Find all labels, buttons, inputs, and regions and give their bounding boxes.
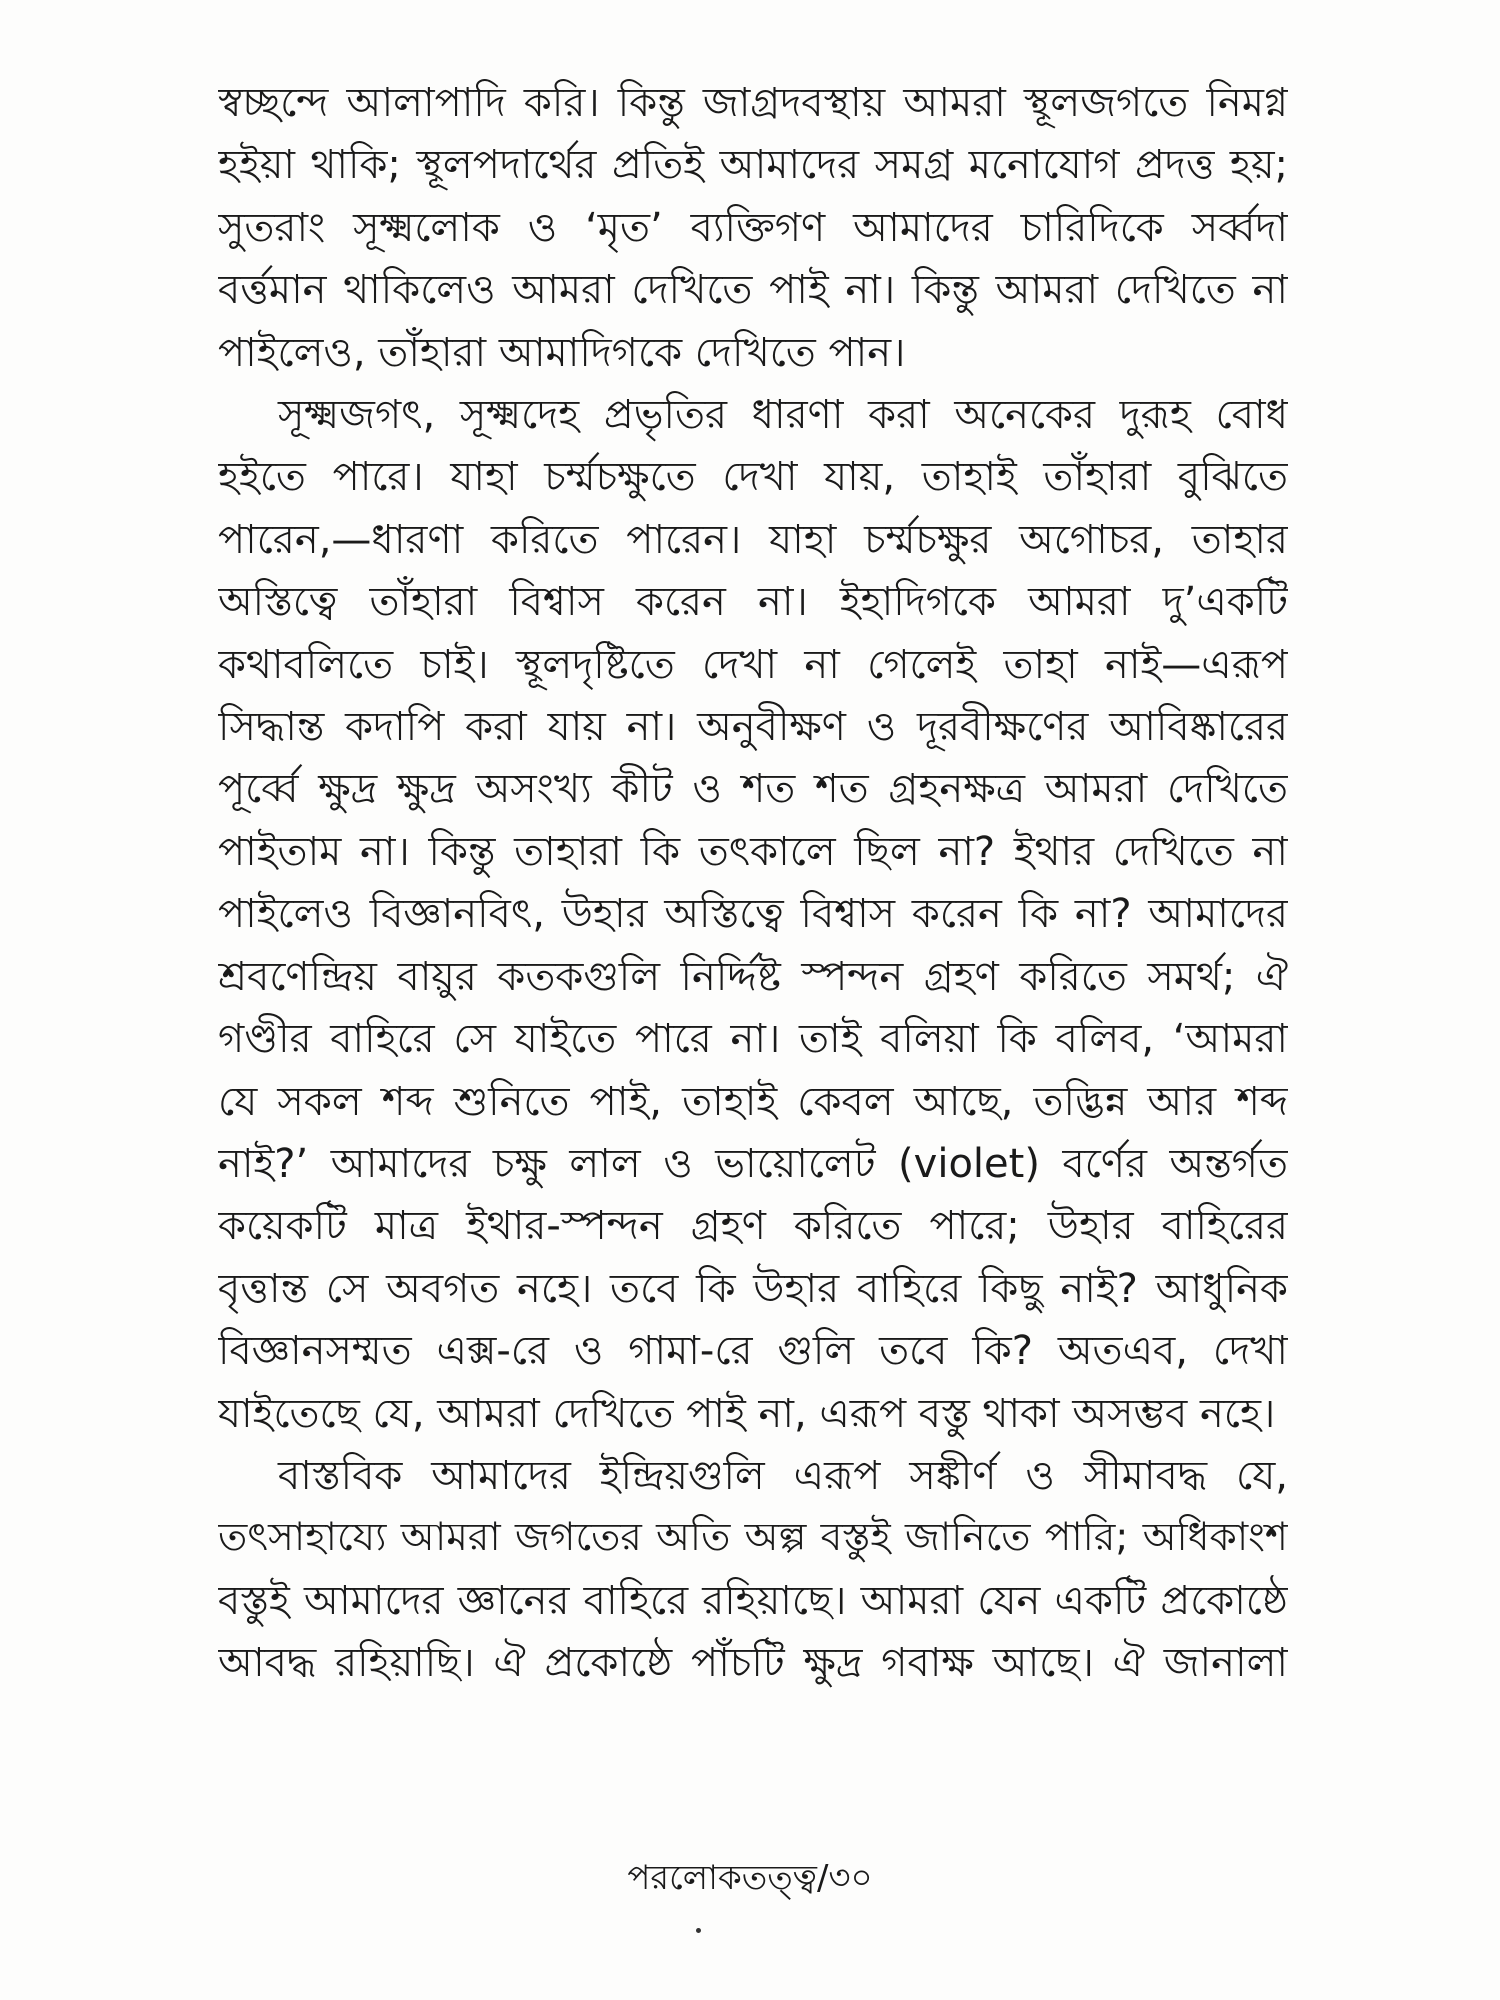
text-line: পাইলেও, তাঁহারা আমাদিগকে দেখিতে পান। (218, 329, 906, 376)
text-line: যে সকল শব্দ শুনিতে পাই, তাহাই কেবল আছে, তদ্ভিন্ন আর শব্দ (218, 1078, 1288, 1125)
paragraph-3 (218, 1445, 1288, 1695)
text-line: কয়েকটি মাত্র ইথার-স্পন্দন গ্রহণ করিতে পারে; উহার বাহিরের (218, 1203, 1288, 1250)
text-line: কথাবলিতে চাই। স্থূলদৃষ্টিতে দেখা না গেলেই তাহা নাই—এরূপ (218, 641, 1288, 688)
text-line: সিদ্ধান্ত কদাপি করা যায় না। অনুবীক্ষণ ও দূরবীক্ষণের আবিষ্কারের (218, 704, 1288, 751)
text-line: বিজ্ঞানসম্মত এক্স-রে ও গামা-রে গুলি তবে কি? অতএব, দেখা (218, 1328, 1288, 1375)
text-line: যাইতেছে যে, আমরা দেখিতে পাই না, এরূপ বস্তু থাকা অসম্ভব নহে। (218, 1390, 1276, 1437)
text-line: পারেন,—ধারণা করিতে পারেন। যাহা চর্ম্মচক্ষুর অগোচর, তাহার (218, 516, 1288, 563)
text-line: বাস্তবিক আমাদের ইন্দ্রিয়গুলি এরূপ সঙ্কীর্ণ ও সীমাবদ্ধ যে, (278, 1452, 1288, 1499)
text-line: তৎসাহায্যে আমরা জগতের অতি অল্প বস্তুই জানিতে পারি; অধিকাংশ (218, 1515, 1288, 1561)
page-body (218, 72, 1288, 1952)
text-line: আবদ্ধ রহিয়াছি। ঐ প্রকোষ্ঠে পাঁচটি ক্ষুদ্র গবাক্ষ আছে। ঐ জানালা (218, 1640, 1288, 1687)
text-line: হইতে পারে। যাহা চর্ম্মচক্ষুতে দেখা যায়, তাহাই তাঁহারা বুঝিতে (218, 454, 1288, 501)
paragraph-1 (218, 72, 1288, 384)
page-footer-running-title: পরলোকতত্ত্ব/৩০ (627, 1858, 873, 1898)
text-line: বর্ত্তমান থাকিলেও আমরা দেখিতে পাই না। কিন্তু আমরা দেখিতে না (218, 267, 1288, 314)
text-line: সুতরাং সূক্ষ্মলোক ও ‘মৃত’ ব্যক্তিগণ আমাদের চারিদিকে সর্ব্বদা (218, 204, 1288, 251)
text-line: শ্রবণেন্দ্রিয় বায়ুর কতকগুলি নির্দ্দিষ্ট স্পন্দন গ্রহণ করিতে সমর্থ; ঐ (218, 953, 1288, 1000)
text-line: পূর্ব্বে ক্ষুদ্র ক্ষুদ্র অসংখ্য কীট ও শত শত গ্রহনক্ষত্র আমরা দেখিতে (218, 766, 1288, 813)
paragraph-2 (218, 384, 1288, 1445)
text-line: বৃত্তান্ত সে অবগত নহে। তবে কি উহার বাহিরে কিছু নাই? আধুনিক (218, 1265, 1288, 1312)
text-line: হইয়া থাকি; স্থূলপদার্থের প্রতিই আমাদের সমগ্র মনোযোগ প্রদত্ত হয়; (218, 142, 1288, 189)
text-line: বস্তুই আমাদের জ্ঞানের বাহিরে রহিয়াছে। আমরা যেন একটি প্রকোষ্ঠে (218, 1577, 1288, 1624)
text-line: পাইতাম না। কিন্তু তাহারা কি তৎকালে ছিল না? ইথার দেখিতে না (218, 828, 1288, 875)
footer-dot (696, 1928, 701, 1933)
text-line: সূক্ষ্মজগৎ, সূক্ষ্মদেহ প্রভৃতির ধারণা করা অনেকের দুরূহ বোধ (278, 392, 1288, 439)
text-line: স্বচ্ছন্দে আলাপাদি করি। কিন্তু জাগ্রদবস্থায় আমরা স্থূলজগতে নিমগ্ন (218, 80, 1288, 126)
text-line: অস্তিত্বে তাঁহারা বিশ্বাস করেন না। ইহাদিগকে আমরা দু’একটি (218, 579, 1288, 626)
text-line: নাই?’ আমাদের চক্ষু লাল ও ভায়োলেট (violet) বর্ণের অন্তর্গত (218, 1140, 1288, 1187)
text-line: গণ্ডীর বাহিরে সে যাইতে পারে না। তাই বলিয়া কি বলিব, ‘আমরা (218, 1016, 1288, 1063)
text-line: পাইলেও বিজ্ঞানবিৎ, উহার অস্তিত্বে বিশ্বাস করেন কি না? আমাদের (218, 891, 1288, 938)
